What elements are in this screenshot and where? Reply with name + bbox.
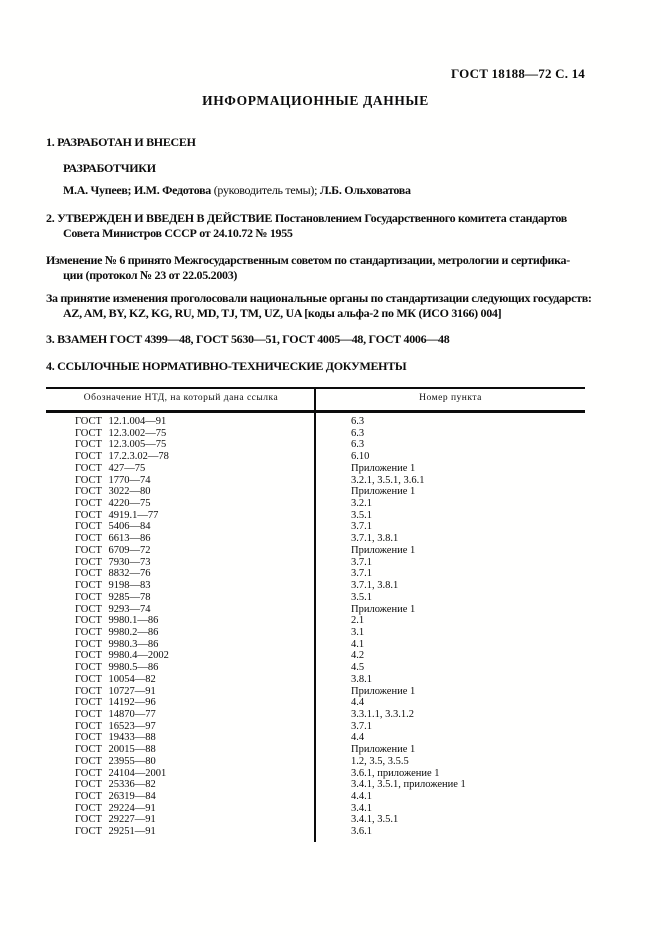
column-divider bbox=[314, 389, 316, 842]
ntd-cell: ГОСТ 12.3.005—75 bbox=[75, 439, 167, 451]
ntd-cell: ГОСТ 9980.2—86 bbox=[75, 626, 159, 638]
ntd-cell: ГОСТ 9980.3—86 bbox=[75, 638, 159, 650]
clause-cell: 6.3 bbox=[351, 427, 365, 439]
clause-cell: 3.6.1 bbox=[351, 826, 372, 838]
vote-paragraph bbox=[46, 291, 592, 321]
vote-line-2: AZ, AM, BY, KZ, KG, RU, MD, TJ, TM, UZ, UA [коды альфа-2 по МК (ИСО 3166) 004] bbox=[63, 306, 502, 320]
clause-cell: 4.4 bbox=[351, 697, 365, 709]
ntd-cell: ГОСТ 29251—91 bbox=[75, 826, 156, 838]
ntd-cell: ГОСТ 4919.1—77 bbox=[75, 509, 159, 521]
ntd-cell: ГОСТ 8832—76 bbox=[75, 568, 151, 580]
clause-cell: 3.7.1 bbox=[351, 568, 372, 580]
developers-role: (руководитель темы); bbox=[213, 183, 320, 197]
ntd-cell: ГОСТ 29227—91 bbox=[75, 814, 156, 826]
clause-cell: Приложение 1 bbox=[351, 744, 416, 756]
ntd-cell: ГОСТ 6709—72 bbox=[75, 544, 151, 556]
clause-cell: 3.2.1, 3.5.1, 3.6.1 bbox=[351, 474, 425, 486]
ntd-cell: ГОСТ 19433—88 bbox=[75, 732, 156, 744]
clause-cell: 1.2, 3.5, 3.5.5 bbox=[351, 755, 409, 767]
section-2-paragraph bbox=[46, 211, 585, 241]
amendment-paragraph bbox=[46, 253, 585, 283]
section-2-line-1: 2. УТВЕРЖДЕН И ВВЕДЕН В ДЕЙСТВИЕ Постановлением Государственного комитета стандартов bbox=[46, 211, 567, 225]
clause-cell: 4.1 bbox=[351, 638, 365, 650]
developers-names-1: М.А. Чупеев; И.М. Федотова bbox=[63, 183, 214, 197]
clause-cell: 3.1 bbox=[351, 626, 365, 638]
section-4-line: 4. ССЫЛОЧНЫЕ НОРМАТИВНО-ТЕХНИЧЕСКИЕ ДОКУМЕНТЫ bbox=[46, 359, 407, 373]
reference-table bbox=[46, 387, 585, 842]
clause-cell: 2.1 bbox=[351, 615, 365, 627]
clause-cell: 4.4 bbox=[351, 732, 365, 744]
section-1-line: 1. РАЗРАБОТАН И ВНЕСЕН bbox=[46, 135, 196, 149]
clause-cell: 6.3 bbox=[351, 439, 365, 451]
clause-cell: 3.4.1 bbox=[351, 802, 372, 814]
clause-cell: 3.7.1, 3.8.1 bbox=[351, 580, 399, 592]
clause-cell: 4.5 bbox=[351, 662, 365, 674]
clause-cell: 4.2 bbox=[351, 650, 365, 662]
header-cell-clause: Номер пункта bbox=[419, 393, 482, 403]
vote-line-1: За принятие изменения проголосовали национальные органы по стандартизации следующих государств: bbox=[46, 291, 592, 305]
ntd-cell: ГОСТ 4220—75 bbox=[75, 498, 151, 510]
ntd-cell: ГОСТ 9980.4—2002 bbox=[75, 650, 169, 662]
clause-cell: 3.7.1 bbox=[351, 720, 372, 732]
doc-reference: ГОСТ 18188—72 С. 14 bbox=[451, 66, 585, 81]
ntd-cell: ГОСТ 6613—86 bbox=[75, 533, 151, 545]
clause-cell: 3.2.1 bbox=[351, 498, 372, 510]
clause-cell: 3.4.1, 3.5.1 bbox=[351, 814, 399, 826]
clause-cell: Приложение 1 bbox=[351, 544, 416, 556]
clause-cell: 3.5.1 bbox=[351, 509, 372, 521]
ntd-cell: ГОСТ 9293—74 bbox=[75, 603, 151, 615]
amendment-line-2: ции (протокол № 23 от 22.05.2003) bbox=[63, 268, 238, 282]
ntd-cell: ГОСТ 25336—82 bbox=[75, 779, 156, 791]
ntd-cell: ГОСТ 9198—83 bbox=[75, 580, 151, 592]
section-3-line: 3. ВЗАМЕН ГОСТ 4399—48, ГОСТ 5630—51, ГОСТ 4005—48, ГОСТ 4006—48 bbox=[46, 332, 450, 346]
ntd-cell: ГОСТ 17.2.3.02—78 bbox=[75, 451, 169, 463]
clause-cell: 4.4.1 bbox=[351, 791, 372, 802]
ntd-cell: ГОСТ 10727—91 bbox=[75, 685, 156, 697]
developers-heading: РАЗРАБОТЧИКИ bbox=[63, 161, 156, 175]
clause-cell: Приложение 1 bbox=[351, 462, 416, 474]
clause-cell: 3.6.1, приложение 1 bbox=[351, 767, 440, 779]
ntd-cell: ГОСТ 5406—84 bbox=[75, 521, 151, 533]
ntd-cell: ГОСТ 7930—73 bbox=[75, 556, 151, 568]
ntd-cell: ГОСТ 3022—80 bbox=[75, 486, 151, 498]
clause-cell: Приложение 1 bbox=[351, 603, 416, 615]
ntd-cell: ГОСТ 427—75 bbox=[75, 462, 146, 474]
clause-cell: 6.3 bbox=[351, 416, 365, 427]
clause-cell: Приложение 1 bbox=[351, 685, 416, 697]
ntd-cell: ГОСТ 24104—2001 bbox=[75, 767, 167, 779]
ntd-cell: ГОСТ 9980.5—86 bbox=[75, 662, 159, 674]
ntd-cell: ГОСТ 14192—96 bbox=[75, 697, 156, 709]
ntd-cell: ГОСТ 14870—77 bbox=[75, 708, 156, 720]
clause-cell: 3.5.1 bbox=[351, 591, 372, 603]
clause-cell: 6.10 bbox=[351, 451, 370, 463]
section-2-line-2: Совета Министров СССР от 24.10.72 № 1955 bbox=[63, 226, 293, 240]
ntd-cell: ГОСТ 26319—84 bbox=[75, 791, 156, 802]
amendment-line-1: Изменение № 6 принято Межгосударственным советом по стандартизации, метрологии и сертифика- bbox=[46, 253, 570, 267]
clause-cell: 3.7.1, 3.8.1 bbox=[351, 533, 399, 545]
ntd-cell: ГОСТ 10054—82 bbox=[75, 673, 156, 685]
developers-names-2: Л.Б. Ольховатова bbox=[319, 183, 411, 197]
ntd-cell: ГОСТ 1770—74 bbox=[75, 474, 151, 486]
clause-cell: 3.4.1, 3.5.1, приложение 1 bbox=[351, 779, 466, 791]
ntd-cell: ГОСТ 12.1.004—91 bbox=[75, 416, 167, 427]
clause-cell: 3.8.1 bbox=[351, 673, 372, 685]
page-title: ИНФОРМАЦИОННЫЕ ДАННЫЕ bbox=[202, 93, 429, 108]
header-cell-ntd: Обозначение НТД, на который дана ссылка bbox=[83, 393, 279, 403]
ntd-cell: ГОСТ 9285—78 bbox=[75, 591, 151, 603]
ntd-cell: ГОСТ 29224—91 bbox=[75, 802, 156, 814]
ntd-cell: ГОСТ 9980.1—86 bbox=[75, 615, 159, 627]
clause-cell: 3.3.1.1, 3.3.1.2 bbox=[351, 708, 414, 720]
developers-line bbox=[46, 183, 585, 198]
ntd-cell: ГОСТ 12.3.002—75 bbox=[75, 427, 167, 439]
ntd-cell: ГОСТ 16523—97 bbox=[75, 720, 156, 732]
clause-cell: Приложение 1 bbox=[351, 486, 416, 498]
ntd-cell: ГОСТ 20015—88 bbox=[75, 744, 156, 756]
ntd-cell: ГОСТ 23955—80 bbox=[75, 755, 156, 767]
page-content bbox=[0, 66, 661, 374]
clause-cell: 3.7.1 bbox=[351, 521, 372, 533]
clause-cell: 3.7.1 bbox=[351, 556, 372, 568]
